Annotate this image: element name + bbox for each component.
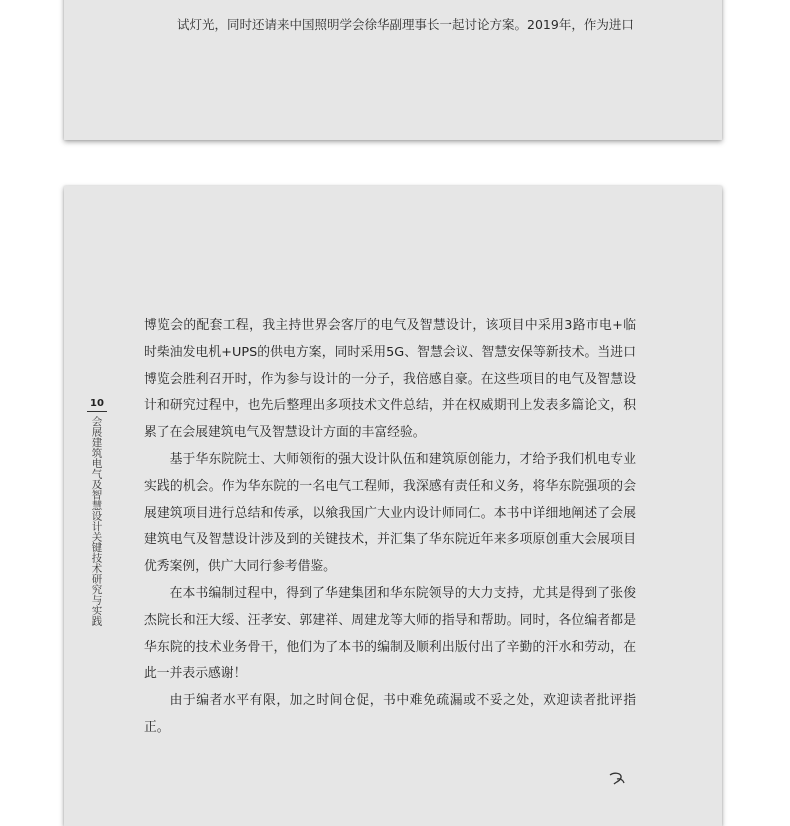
paragraph-1: 博览会的配套工程，我主持世界会客厅的电气及智慧设计，该项目中采用3路市电+临时柴油发电机+UPS的供电方案，同时采用5G、智慧会议、智慧安保等新技术。当进口博览会胜利召开时，作为参与设计的一分子，我倍感自豪。在这些项目的电气及智慧设计和研究过程中，也先后整理出多项技术文件总结，并在权威期刊上发表多篇论文，积累了在会展建筑电气及智慧设计方面的丰富经验。 bbox=[144, 318, 636, 441]
signature-mark bbox=[608, 772, 628, 786]
previous-page-line-2: 试灯光，同时还请来中国照明学会徐华副理事长一起讨论方案。2019年，作为进口 bbox=[177, 17, 634, 32]
page-number: 10 bbox=[87, 398, 107, 412]
running-header bbox=[86, 398, 108, 626]
paragraph-4: 由于编者水平有限，加之时间仓促，书中难免疏漏或不妥之处，欢迎读者批评指正。 bbox=[144, 693, 636, 735]
page-body bbox=[144, 313, 636, 742]
current-page bbox=[64, 186, 722, 826]
paragraph-3: 在本书编制过程中，得到了华建集团和华东院领导的大力支持，尤其是得到了张俊杰院长和汪大绥、汪孝安、郭建祥、周建龙等大师的指导和帮助。同时，各位编者都是华东院的技术业务骨干，他们为了本书的编制及顺利出版付出了辛勤的汗水和劳动，在此一并表示感谢！ bbox=[144, 585, 636, 682]
paragraph-2: 基于华东院院士、大师领衔的强大设计队伍和建筑原创能力，才给予我们机电专业实践的机会。作为华东院的一名电气工程师，我深感有责任和义务，将华东院强项的会展建筑项目进行总结和传承，以飨我国广大业内设计师同仁。本书中详细地阐述了会展建筑电气及智慧设计涉及到的关键技术，并汇集了华东院近年来多项原创重大会展项目优秀案例，供广大同行参考借鉴。 bbox=[144, 451, 636, 575]
previous-page bbox=[64, 0, 722, 140]
book-title-vertical: 会展建筑电气及智慧设计关键技术研究与实践 bbox=[90, 416, 103, 626]
